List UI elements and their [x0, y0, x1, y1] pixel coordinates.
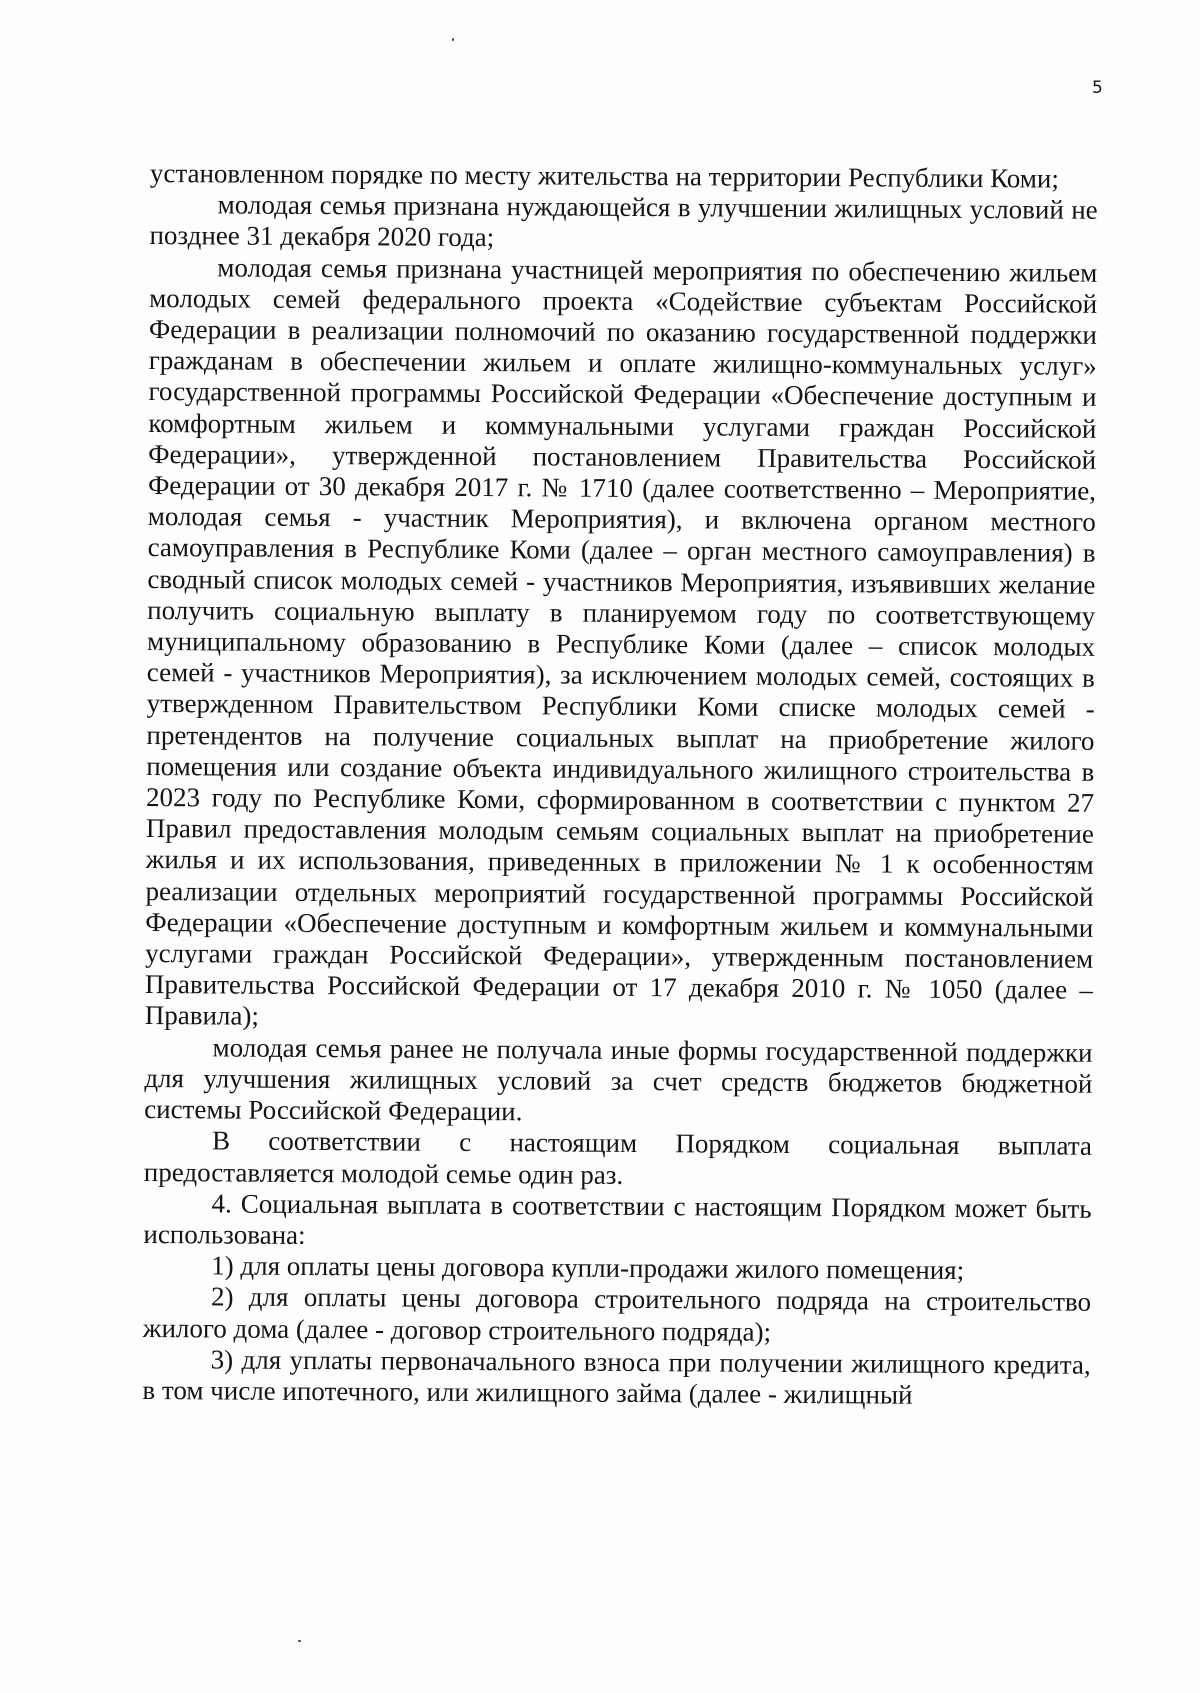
paragraph-no-prior-support: молодая семья ранее не получала иные формы государственной поддержки для улучшения жилищных условий за счет средств бюджетов бюджетной системы Российской Федерации. [144, 1032, 1093, 1127]
paragraph-program-participant: молодая семья признана участницей мероприятия по обеспечению жильем молодых семей федерального проекта «Содействие субъектам Российской Федерации в реализации полномочий по оказанию государственной поддержки гражданам в обеспечении жильем и оплате жилищно-коммунальных услуг» государственной программы Российской Федерации «Обеспечение доступным и комфортным жильем и коммунальными услугами граждан Российской Федерации», утвержденной постановлением Правительства Российской Федерации от 30 декабря 2017 г. № 1710 (далее соответственно – Мероприятие, молодая семья - участник Мероприятия), и включена органом местного самоуправления в Республике Коми (далее – орган местного самоуправления) в сводный список молодых семей - участников Мероприятия, изъявивших желание получить социальную выплату в планируемом году по соответствующему муниципальному образованию в Республике Коми (далее – список молодых семей - участников Мероприятия), за исключением молодых семей, состоящих в утвержденном Правительством Республики Коми списке молодых семей - претендентов на получение социальных выплат на приобретение жилого помещения или создание объекта индивидуального жилищного строительства в 2023 году по Республике Коми, сформированном в соответствии с пунктом 27 Правил предоставления молодым семьям социальных выплат на приобретение жилья и их использования, приведенных в приложении № 1 к особенностям реализации отдельных мероприятий государственной программы Российской Федерации «Обеспечение доступным и комфортным жильем и коммунальными услугами граждан Российской Федерации», утвержденным постановлением Правительства Российской Федерации от 17 декабря 2010 г. № 1050 (далее – Правила); [144, 252, 1098, 1032]
list-item-2: 2) для оплаты цены договора строительного подряда на строительство жилого дома (далее - договор строительного подряда); [142, 1281, 1092, 1347]
document-body [142, 158, 1098, 1412]
list-item-1: 1) для оплаты цены договора купли-продажи жилого помещения; [211, 1250, 965, 1286]
paragraph-housing-need: молодая семья признана нуждающейся в улучшении жилищных условий не позднее 31 декабря 2020 года; [149, 189, 1098, 253]
scan-speck-bottom [298, 1640, 301, 1642]
page-number: 5 [1092, 78, 1103, 98]
paragraph-residence-continuation: установленном порядке по месту жительства на территории Республики Коми; [149, 158, 1059, 194]
scan-speck-top [452, 38, 454, 41]
paragraph-one-time-payment: В соответствии с настоящим Порядком социальная выплата предоставляется молодой семье один раз. [143, 1125, 1093, 1190]
paragraph-section-4-intro: 4. Социальная выплата в соответствии с настоящим Порядком может быть использована: [143, 1188, 1092, 1250]
list-item-3: 3) для уплаты первоначального взноса при получении жилищного кредита, в том числе ипотечного, или жилищного займа (далее - жилищный [142, 1344, 1091, 1410]
